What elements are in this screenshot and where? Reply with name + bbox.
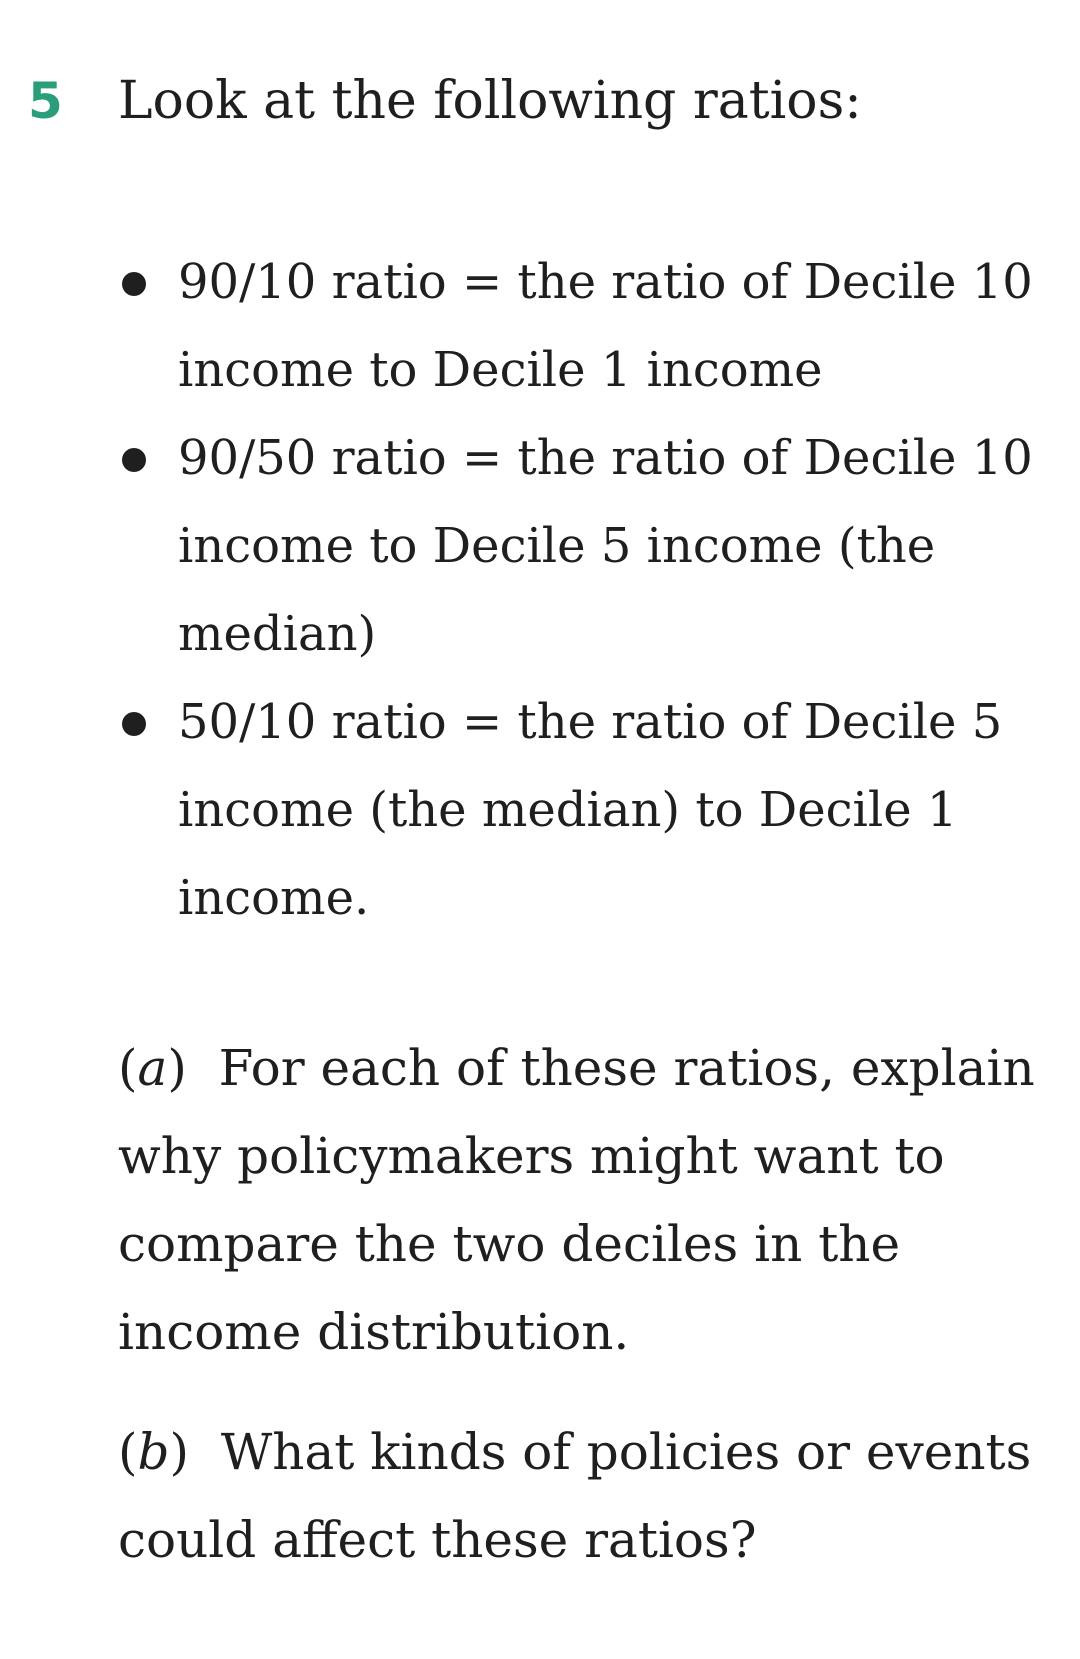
ratio-text: 90/50 ratio = the ratio of Decile 10 income to Decile 5 income (the median) [178,430,1033,662]
part-b-label: b [137,1423,170,1481]
part-b-text: What kinds of policies or events could affect these ratios? [118,1423,1032,1569]
bullet-icon [122,712,146,736]
ratio-list [118,238,1038,942]
part-a-text: For each of these ratios, explain why policymakers might want to compare the two deciles in the income distribution. [118,1039,1035,1361]
list-item [118,238,1038,414]
question-number: 5 [28,72,63,130]
part-a-label: a [137,1039,168,1097]
list-item [118,414,1038,678]
ratio-text: 90/10 ratio = the ratio of Decile 10 income to Decile 1 income [178,254,1033,398]
bullet-icon [122,272,146,296]
ratio-text: 50/10 ratio = the ratio of Decile 5 income (the median) to Decile 1 income. [178,694,1003,926]
bullet-icon [122,448,146,472]
part-b: (b) What kinds of policies or events could affect these ratios? [118,1423,1032,1569]
part-a: (a) For each of these ratios, explain why policymakers might want to compare the two deciles in the income distribution. [118,1039,1035,1361]
question-prompt: Look at the following ratios: [118,71,862,131]
list-item [118,678,1038,942]
